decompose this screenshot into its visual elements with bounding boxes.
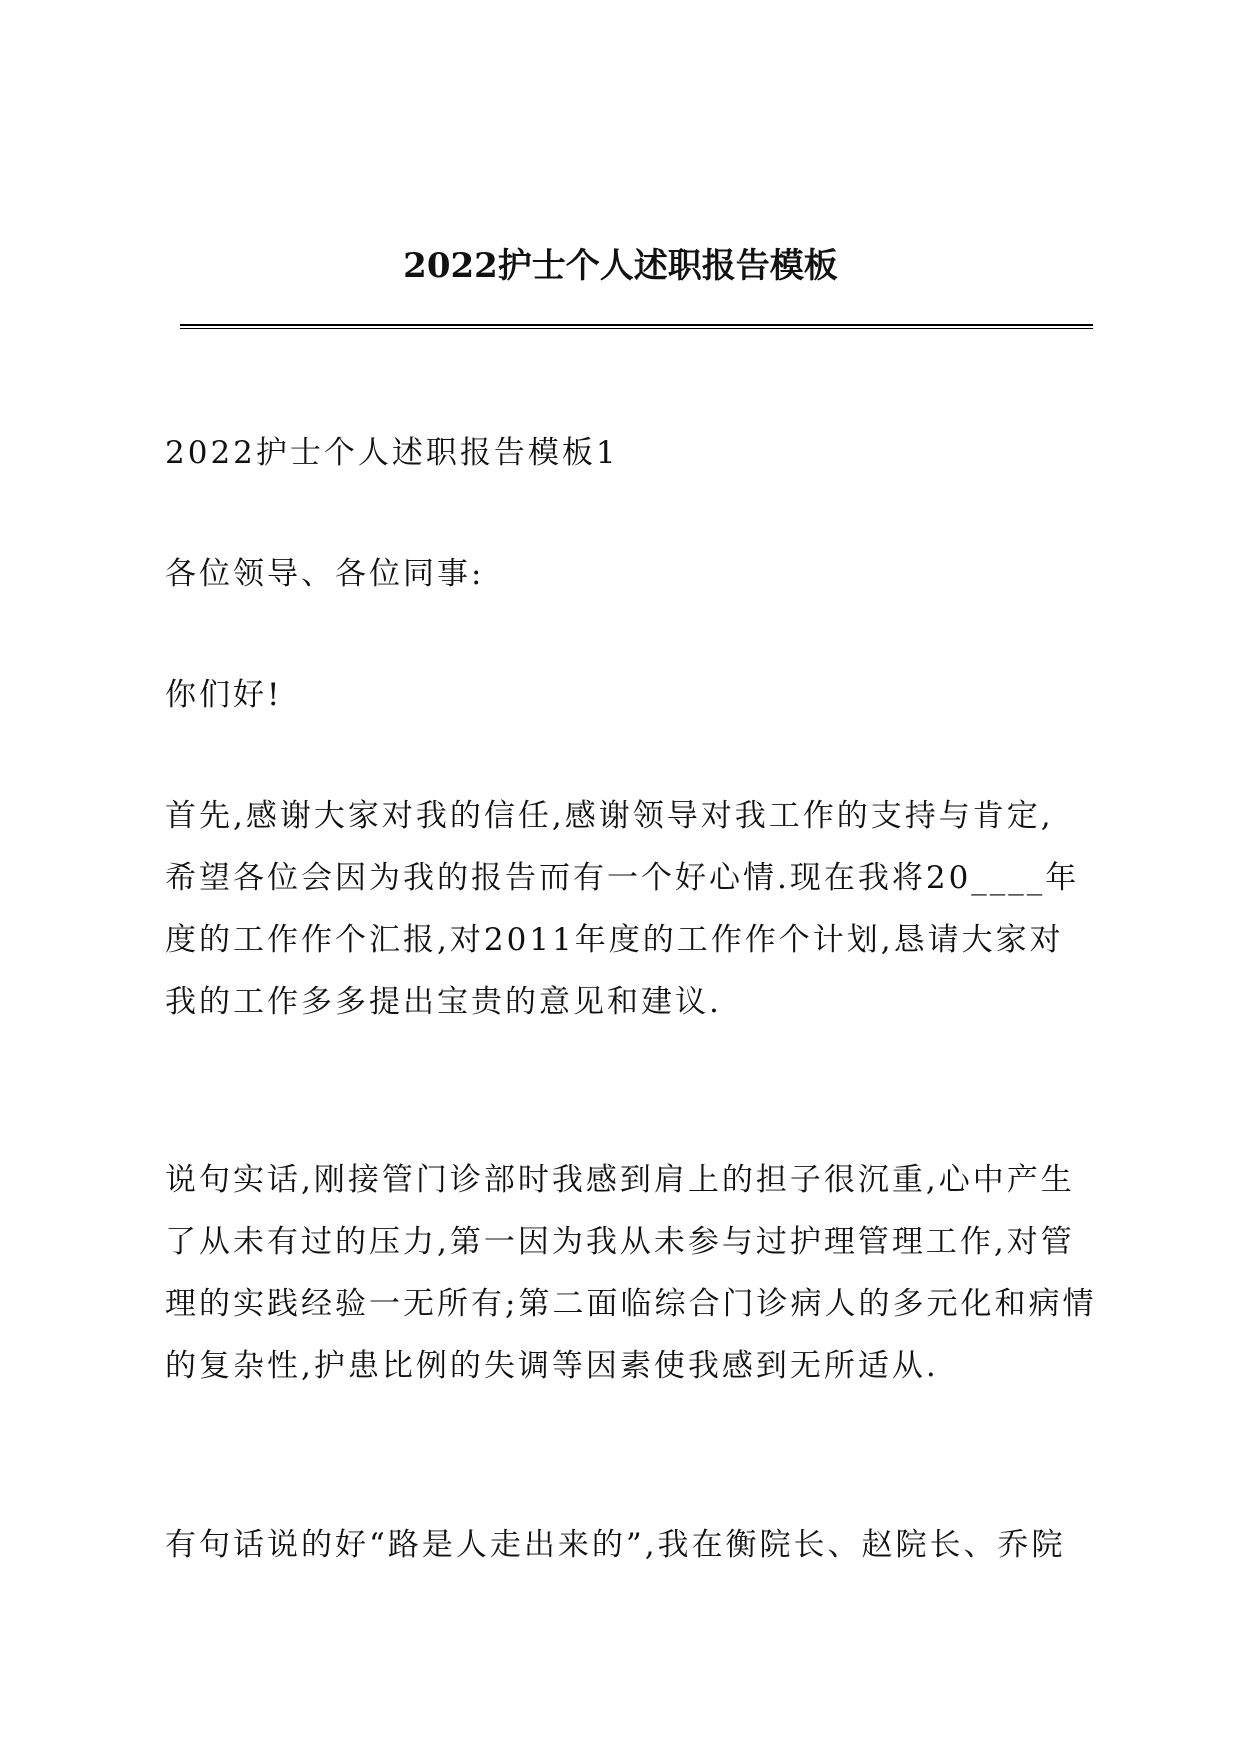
paragraph-2-line-3: 理的实践经验一无所有;第二面临综合门诊病人的多元化和病情 (165, 1286, 1097, 1322)
greeting-text: 你们好! (165, 677, 283, 713)
paragraph-1-line-3: 度的工作作个汇报,对2011年度的工作作个计划,恳请大家对 (165, 922, 1064, 958)
paragraph-1-line-2: 希望各位会因为我的报告而有一个好心情.现在我将20____年 (165, 860, 1080, 896)
paragraph-1-line-1: 首先,感谢大家对我的信任,感谢领导对我工作的支持与肯定, (165, 798, 1054, 834)
paragraph-2-line-1: 说句实话,刚接管门诊部时我感到肩上的担子很沉重,心中产生 (165, 1162, 1075, 1198)
section-heading (165, 422, 1090, 484)
paragraph-1-line-4: 我的工作多多提出宝贵的意见和建议. (165, 984, 722, 1020)
salutation (165, 543, 1090, 605)
paragraph-2-line-2: 了从未有过的压力,第一因为我从未参与过护理管理工作,对管 (165, 1224, 1075, 1260)
title-divider (180, 324, 1093, 329)
paragraph-3-line-1: 有句话说的好“路是人走出来的”,我在衡院长、赵院长、乔院 (165, 1527, 1066, 1563)
paragraph-1 (165, 785, 1090, 1033)
paragraph-2 (165, 1149, 1097, 1397)
salutation-text: 各位领导、各位同事: (165, 556, 485, 592)
greeting (165, 664, 1090, 726)
section-heading-text: 2022护士个人述职报告模板1 (165, 435, 619, 471)
paragraph-3 (165, 1514, 1090, 1576)
document-title: 2022护士个人述职报告模板 (403, 246, 838, 286)
paragraph-2-line-4: 的复杂性,护患比例的失调等因素使我感到无所适从. (165, 1348, 939, 1384)
